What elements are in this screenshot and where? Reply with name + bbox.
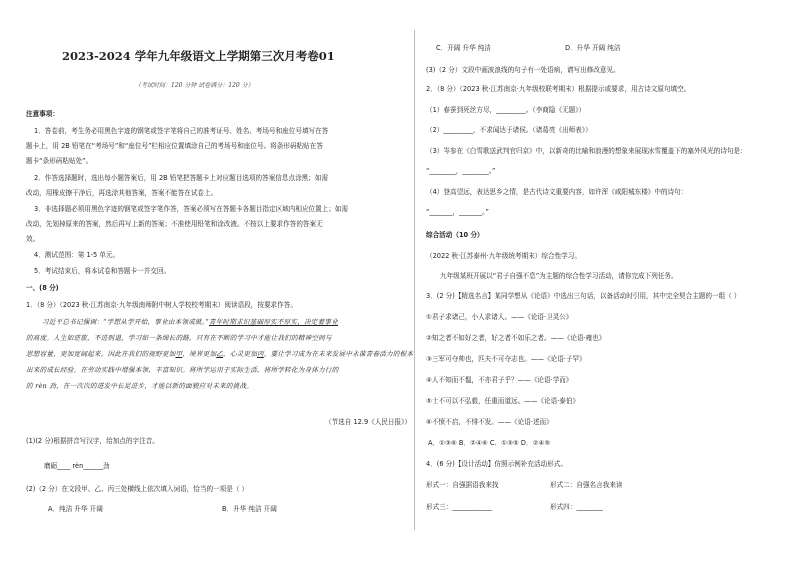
passage-line-5: 的 rèn 劲，在一次次的迸发中长足进步，才能以新的面貌应对未来的挑战。 [26, 382, 254, 390]
passage-source: （节选自 12.9《人民日报》） [325, 418, 412, 426]
question-1-1-blanks: 磨砺____ rèn______劲 [44, 462, 110, 470]
quote-5: ⑤士不可以不弘毅，任重而道远。——《论语·泰伯》 [426, 397, 580, 405]
quote-2: ②知之者不如好之者，好之者不如乐之者。——《论语·雍也》 [426, 334, 606, 342]
notice-3b: 改动，先划掉原来的答案，然后再写上新的答案；不准使用铅笔和涂改液。不按以上要求作答的答案无 [26, 220, 323, 228]
exam-subtitle: （考试时间：120 分钟 试卷满分：120 分） [135, 82, 254, 89]
form-2: 形式二：自强名言我来读 [550, 481, 623, 489]
form-1: 形式一：自强据语我来找 [426, 481, 499, 489]
exam-title: 2023-2024 学年九年级语文上学期第三次月考卷01 [62, 49, 335, 63]
option-c: C．开阔 升华 纯洁 [436, 44, 491, 52]
quote-3: ③三军可夺帅也，匹夫不可夺志也。——《论语·子罕》 [426, 355, 586, 363]
blank-yi: 乙 [216, 350, 224, 358]
right-column [420, 0, 794, 562]
notice-1b: 题卡上，用 2B 铅笔在“考场号”和“座位号”栏相应位置填涂自己的考场号和座位号。将条形码粘贴在答 [26, 142, 323, 150]
blank-bing: 丙 [257, 350, 264, 358]
question-2-4: （4）登高望远，表达思乡之情，是古代诗文重要内容，如许浑《咸阳城东楼》中的诗句： [426, 188, 688, 196]
question-1-2: (2)（2 分）在文段甲、乙、丙三处横线上依次填入词语，恰当的一项是（ ） [26, 485, 249, 493]
question-2-3: （3）岑参在《白雪歌送武判官归京》中，以新奇的比喻和浪漫的想象来展现冰雪覆盖下的塞外风光的诗句是： [426, 147, 747, 155]
notice-1c: 题卡“条形码粘贴处”。 [26, 157, 93, 165]
passage-line-2: 的高度。人生如逆旅，不进则退，学习如一条绵长的路，只有在不断的学习中才能让我们的精神空间与 [26, 334, 332, 342]
question-3: 3．(2 分)【精选名言】某同学想从《论语》中选出三句话，以备活动时引用，其中完全契合主题的一组（ ） [426, 292, 741, 300]
section-1-heading: 一、(8 分) [26, 284, 59, 292]
wavy-sentence: 青年时期求识基础厚实不厚实，决定着事业 [208, 318, 338, 326]
question-2-3-blanks: “________，________。” [426, 167, 496, 175]
blank-jia: 甲 [175, 350, 183, 358]
form-3: 形式三：____________ [426, 503, 492, 511]
passage-line-3 [26, 350, 413, 359]
notice-3c: 效。 [26, 235, 40, 243]
notice-2b: 改动，用橡皮擦干净后，再选涂其他答案，答案不能答在试卷上。 [26, 189, 218, 197]
question-2-4-blanks: “_______，_______。” [426, 208, 489, 216]
question-2-2: （2）_________，不求闻达于诸侯。（诸葛亮《出师表》） [426, 126, 592, 134]
notice-5: 5．考试结束后，将本试卷和答题卡一并交回。 [34, 267, 171, 275]
context-2: 九年级某班开展以“君子自强不息”为主题的综合性学习活动，请你完成下列任务。 [440, 272, 678, 280]
notice-4: 4．测试范围：第 1-5 单元。 [34, 251, 120, 259]
passage-line-3b: ，境界更加 [182, 350, 217, 358]
question-1: 1．（8 分）（2023 秋·江苏南京·九年级南师附中树人学校校考期末）阅读语段，按要求作答。 [26, 301, 297, 309]
question-4: 4．(6 分)【设计活动】仿照示例补充活动形式。 [426, 460, 567, 468]
quote-1: ①君子求诸己，小人求诸人。——《论语·卫灵公》 [426, 313, 573, 321]
passage-line-3c: ，心灵更加 [223, 350, 257, 358]
quote-4: ④人不知而不愠，不亦君子乎？——《论语·学而》 [426, 376, 573, 384]
passage-line-1-text: 习近平总书记强调：“学想从学开始，事业由本领成就。” [42, 318, 209, 326]
notice-2a: 2．作答选择题时，选出每小题答案后，用 2B 铅笔把答题卡上对应题目选项的答案信息点涂黑；如需 [34, 174, 329, 182]
notice-3a: 3．非选择题必须用黑色字迹的钢笔或签字笔作答，答案必须写在答题卡各题目指定区域内相应位置上；如需 [34, 205, 349, 213]
notice-heading: 注意事项： [26, 110, 59, 118]
option-a: A．纯洁 升华 开阔 [48, 505, 103, 513]
question-1-3: (3)（2 分）文段中画波浪线的句子有一处语病，请写出修改意见。 [426, 66, 620, 74]
context-1: （2022 秋·江苏泰州·九年级统考期末）综合性学习。 [426, 252, 581, 260]
option-d: D．升华 开阔 纯洁 [565, 44, 621, 52]
section-2-heading: 综合活动（10 分） [426, 231, 484, 239]
passage-line-4: 出来的成长经验。在劳动实践中增强本领、丰富知识。将所学运用于实际生活，将所学转化为身体力行的 [26, 366, 339, 374]
passage-line-3a: 思想容量，更加宽阔起来。因此在我们的视野更加 [26, 350, 176, 358]
question-2-1: （1）春蚕到死丝方尽，_________。（李商隐《无题》） [426, 106, 586, 114]
quote-6: ⑥不愤不启，不悱不发。——《论语·述而》 [426, 418, 553, 426]
option-b: B．升华 纯洁 开阔 [222, 505, 277, 513]
passage-line-3d: 。要让学习成为在未来发展中永葆青春活力的根本 [263, 350, 414, 358]
question-3-options: A．①③⑥ B．②④⑥ C．①③⑤ D．②④⑤ [428, 439, 551, 447]
notice-1a: 1．答卷前，考生务必用黑色字迹的钢笔或签字笔将自己的准考证号、姓名、考场号和座位号填写在答 [34, 127, 329, 135]
form-4: 形式四：________ [550, 503, 603, 511]
question-1-1: (1)(2 分)根据拼音写汉字，给加点的字注音。 [26, 437, 159, 445]
question-2: 2．（8 分）（2023 秋·江苏南京·九年级校联考期末）根据提示或要求，用古诗文原句填空。 [426, 85, 691, 93]
passage-line-1 [42, 318, 338, 327]
column-divider [414, 30, 415, 530]
